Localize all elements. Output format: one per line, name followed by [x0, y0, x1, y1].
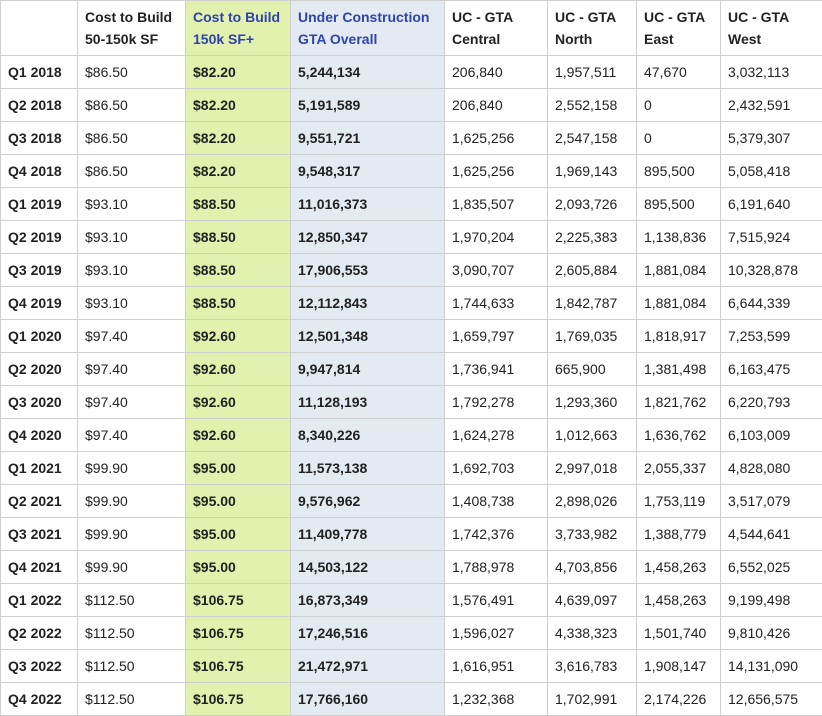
uc-east-cell: 895,500 — [637, 188, 721, 221]
under-construction-overall-cell: 8,340,226 — [291, 419, 445, 452]
uc-central-cell: 1,408,738 — [445, 485, 548, 518]
uc-central-cell: 1,625,256 — [445, 155, 548, 188]
uc-central-cell: 1,742,376 — [445, 518, 548, 551]
cost-150k-plus-cell: $92.60 — [186, 419, 291, 452]
quarter-label: Q3 2021 — [1, 518, 78, 551]
cost-50-150k-cell: $86.50 — [78, 155, 186, 188]
uc-north-cell: 1,842,787 — [548, 287, 637, 320]
uc-east-cell: 1,753,119 — [637, 485, 721, 518]
uc-west-cell: 4,828,080 — [721, 452, 822, 485]
under-construction-overall-cell: 11,128,193 — [291, 386, 445, 419]
header-uc-east — [637, 1, 721, 56]
uc-east-cell: 1,458,263 — [637, 584, 721, 617]
table-row — [1, 122, 822, 155]
cost-150k-plus-cell: $95.00 — [186, 452, 291, 485]
uc-central-cell: 1,744,633 — [445, 287, 548, 320]
uc-north-cell: 665,900 — [548, 353, 637, 386]
uc-east-cell: 895,500 — [637, 155, 721, 188]
under-construction-overall-cell: 17,246,516 — [291, 617, 445, 650]
uc-central-cell: 1,625,256 — [445, 122, 548, 155]
uc-north-cell: 2,605,884 — [548, 254, 637, 287]
uc-central-cell: 1,970,204 — [445, 221, 548, 254]
table-row — [1, 221, 822, 254]
table-row — [1, 551, 822, 584]
uc-west-cell: 3,032,113 — [721, 56, 822, 89]
under-construction-overall-cell: 12,501,348 — [291, 320, 445, 353]
cost-50-150k-cell: $93.10 — [78, 188, 186, 221]
uc-west-cell: 6,103,009 — [721, 419, 822, 452]
quarter-label: Q4 2022 — [1, 683, 78, 716]
uc-north-cell: 1,769,035 — [548, 320, 637, 353]
under-construction-overall-cell: 21,472,971 — [291, 650, 445, 683]
cost-150k-plus-cell: $82.20 — [186, 122, 291, 155]
header-cost-150k-plus — [186, 1, 291, 56]
quarter-label: Q4 2020 — [1, 419, 78, 452]
under-construction-overall-cell: 17,906,553 — [291, 254, 445, 287]
uc-east-cell: 2,055,337 — [637, 452, 721, 485]
cost-150k-plus-cell: $92.60 — [186, 320, 291, 353]
uc-central-cell: 1,659,797 — [445, 320, 548, 353]
header-under-construction-overall — [291, 1, 445, 56]
uc-east-cell: 1,388,779 — [637, 518, 721, 551]
uc-east-cell: 1,381,498 — [637, 353, 721, 386]
cost-50-150k-cell: $97.40 — [78, 320, 186, 353]
uc-east-cell: 1,138,836 — [637, 221, 721, 254]
table-row — [1, 584, 822, 617]
uc-north-cell: 2,898,026 — [548, 485, 637, 518]
quarter-label: Q1 2021 — [1, 452, 78, 485]
quarter-label: Q1 2020 — [1, 320, 78, 353]
header-blank — [1, 1, 78, 56]
uc-central-cell: 1,692,703 — [445, 452, 548, 485]
cost-50-150k-cell: $99.90 — [78, 551, 186, 584]
uc-central-cell: 1,616,951 — [445, 650, 548, 683]
under-construction-overall-cell: 14,503,122 — [291, 551, 445, 584]
uc-central-cell: 206,840 — [445, 89, 548, 122]
cost-50-150k-cell: $86.50 — [78, 122, 186, 155]
uc-north-cell: 3,616,783 — [548, 650, 637, 683]
uc-west-cell: 3,517,079 — [721, 485, 822, 518]
cost-150k-plus-cell: $95.00 — [186, 518, 291, 551]
cost-50-150k-cell: $99.90 — [78, 485, 186, 518]
quarter-label: Q2 2021 — [1, 485, 78, 518]
under-construction-overall-cell: 12,850,347 — [291, 221, 445, 254]
uc-east-cell: 1,881,084 — [637, 287, 721, 320]
table-row — [1, 353, 822, 386]
uc-central-cell: 3,090,707 — [445, 254, 548, 287]
uc-west-cell: 6,191,640 — [721, 188, 822, 221]
uc-central-cell: 1,624,278 — [445, 419, 548, 452]
uc-north-cell: 1,957,511 — [548, 56, 637, 89]
uc-north-cell: 2,547,158 — [548, 122, 637, 155]
cost-50-150k-cell: $86.50 — [78, 56, 186, 89]
uc-north-cell: 4,703,856 — [548, 551, 637, 584]
cost-50-150k-cell: $93.10 — [78, 287, 186, 320]
under-construction-overall-cell: 9,551,721 — [291, 122, 445, 155]
uc-east-cell: 1,818,917 — [637, 320, 721, 353]
uc-north-cell: 1,293,360 — [548, 386, 637, 419]
uc-north-cell: 1,012,663 — [548, 419, 637, 452]
under-construction-overall-cell: 11,409,778 — [291, 518, 445, 551]
table-row — [1, 155, 822, 188]
header-text: Under Construction — [298, 9, 430, 25]
cost-150k-plus-cell: $92.60 — [186, 386, 291, 419]
table-row — [1, 89, 822, 122]
header-text: West — [728, 31, 762, 47]
cost-150k-plus-cell: $88.50 — [186, 188, 291, 221]
uc-west-cell: 6,552,025 — [721, 551, 822, 584]
uc-east-cell: 0 — [637, 122, 721, 155]
header-row — [1, 1, 822, 56]
uc-north-cell: 4,639,097 — [548, 584, 637, 617]
quarter-label: Q1 2022 — [1, 584, 78, 617]
uc-east-cell: 47,670 — [637, 56, 721, 89]
uc-west-cell: 7,515,924 — [721, 221, 822, 254]
under-construction-overall-cell: 5,244,134 — [291, 56, 445, 89]
header-uc-north — [548, 1, 637, 56]
header-uc-central — [445, 1, 548, 56]
uc-west-cell: 14,131,090 — [721, 650, 822, 683]
header-text: Cost to Build — [85, 9, 173, 25]
header-text: UC - GTA — [452, 9, 514, 25]
under-construction-overall-cell: 9,947,814 — [291, 353, 445, 386]
quarter-label: Q4 2018 — [1, 155, 78, 188]
under-construction-overall-cell: 9,548,317 — [291, 155, 445, 188]
cost-50-150k-cell: $112.50 — [78, 650, 186, 683]
under-construction-overall-cell: 11,573,138 — [291, 452, 445, 485]
uc-west-cell: 5,058,418 — [721, 155, 822, 188]
table-row — [1, 452, 822, 485]
uc-west-cell: 6,163,475 — [721, 353, 822, 386]
header-uc-west — [721, 1, 822, 56]
quarter-label: Q2 2020 — [1, 353, 78, 386]
quarter-label: Q2 2022 — [1, 617, 78, 650]
table-row — [1, 287, 822, 320]
under-construction-overall-cell: 17,766,160 — [291, 683, 445, 716]
uc-east-cell: 0 — [637, 89, 721, 122]
uc-west-cell: 6,220,793 — [721, 386, 822, 419]
cost-150k-plus-cell: $88.50 — [186, 287, 291, 320]
cost-150k-plus-cell: $106.75 — [186, 617, 291, 650]
uc-north-cell: 2,997,018 — [548, 452, 637, 485]
cost-150k-plus-cell: $95.00 — [186, 485, 291, 518]
header-text: Central — [452, 31, 501, 47]
quarter-label: Q1 2018 — [1, 56, 78, 89]
uc-central-cell: 1,736,941 — [445, 353, 548, 386]
under-construction-overall-cell: 11,016,373 — [291, 188, 445, 221]
cost-50-150k-cell: $97.40 — [78, 353, 186, 386]
cost-50-150k-cell: $97.40 — [78, 419, 186, 452]
uc-north-cell: 4,338,323 — [548, 617, 637, 650]
uc-central-cell: 1,792,278 — [445, 386, 548, 419]
uc-west-cell: 9,199,498 — [721, 584, 822, 617]
cost-150k-plus-cell: $95.00 — [186, 551, 291, 584]
table-row — [1, 617, 822, 650]
cost-150k-plus-cell: $92.60 — [186, 353, 291, 386]
under-construction-overall-cell: 5,191,589 — [291, 89, 445, 122]
uc-west-cell: 2,432,591 — [721, 89, 822, 122]
header-text: UC - GTA — [644, 9, 706, 25]
cost-150k-plus-cell: $106.75 — [186, 683, 291, 716]
quarter-label: Q2 2019 — [1, 221, 78, 254]
uc-east-cell: 1,501,740 — [637, 617, 721, 650]
header-text: UC - GTA — [555, 9, 617, 25]
uc-east-cell: 1,908,147 — [637, 650, 721, 683]
table-row — [1, 254, 822, 287]
table-row — [1, 419, 822, 452]
uc-central-cell: 1,788,978 — [445, 551, 548, 584]
uc-north-cell: 2,093,726 — [548, 188, 637, 221]
table-row — [1, 386, 822, 419]
header-text: East — [644, 31, 674, 47]
quarter-label: Q3 2019 — [1, 254, 78, 287]
cost-50-150k-cell: $97.40 — [78, 386, 186, 419]
under-construction-overall-cell: 12,112,843 — [291, 287, 445, 320]
uc-north-cell: 3,733,982 — [548, 518, 637, 551]
cost-150k-plus-cell: $88.50 — [186, 254, 291, 287]
cost-50-150k-cell: $93.10 — [78, 221, 186, 254]
table-row — [1, 320, 822, 353]
table-row — [1, 518, 822, 551]
quarter-label: Q3 2018 — [1, 122, 78, 155]
cost-150k-plus-cell: $82.20 — [186, 56, 291, 89]
table-row — [1, 56, 822, 89]
uc-east-cell: 1,821,762 — [637, 386, 721, 419]
uc-west-cell: 4,544,641 — [721, 518, 822, 551]
uc-central-cell: 1,596,027 — [445, 617, 548, 650]
quarter-label: Q4 2019 — [1, 287, 78, 320]
cost-50-150k-cell: $86.50 — [78, 89, 186, 122]
uc-central-cell: 1,835,507 — [445, 188, 548, 221]
uc-west-cell: 12,656,575 — [721, 683, 822, 716]
header-text: UC - GTA — [728, 9, 790, 25]
quarter-label: Q3 2022 — [1, 650, 78, 683]
table-row — [1, 188, 822, 221]
table-row — [1, 650, 822, 683]
header-text: 150k SF+ — [193, 31, 255, 47]
header-text: GTA Overall — [298, 31, 378, 47]
header-text: Cost to Build — [193, 9, 281, 25]
cost-50-150k-cell: $99.90 — [78, 518, 186, 551]
uc-east-cell: 1,636,762 — [637, 419, 721, 452]
cost-50-150k-cell: $93.10 — [78, 254, 186, 287]
cost-50-150k-cell: $112.50 — [78, 617, 186, 650]
header-text: North — [555, 31, 593, 47]
uc-north-cell: 1,969,143 — [548, 155, 637, 188]
uc-west-cell: 5,379,307 — [721, 122, 822, 155]
uc-east-cell: 2,174,226 — [637, 683, 721, 716]
cost-150k-plus-cell: $88.50 — [186, 221, 291, 254]
quarter-label: Q4 2021 — [1, 551, 78, 584]
uc-west-cell: 6,644,339 — [721, 287, 822, 320]
cost-150k-plus-cell: $82.20 — [186, 155, 291, 188]
under-construction-overall-cell: 9,576,962 — [291, 485, 445, 518]
table-row — [1, 485, 822, 518]
cost-50-150k-cell: $112.50 — [78, 683, 186, 716]
uc-west-cell: 7,253,599 — [721, 320, 822, 353]
uc-north-cell: 2,225,383 — [548, 221, 637, 254]
header-text: 50-150k SF — [85, 31, 159, 47]
table-row — [1, 683, 822, 716]
uc-east-cell: 1,458,263 — [637, 551, 721, 584]
uc-central-cell: 1,576,491 — [445, 584, 548, 617]
cost-150k-plus-cell: $82.20 — [186, 89, 291, 122]
cost-150k-plus-cell: $106.75 — [186, 650, 291, 683]
header-cost-50-150k — [78, 1, 186, 56]
quarter-label: Q2 2018 — [1, 89, 78, 122]
quarter-label: Q1 2019 — [1, 188, 78, 221]
quarter-label: Q3 2020 — [1, 386, 78, 419]
uc-north-cell: 1,702,991 — [548, 683, 637, 716]
uc-north-cell: 2,552,158 — [548, 89, 637, 122]
uc-west-cell: 10,328,878 — [721, 254, 822, 287]
cost-50-150k-cell: $99.90 — [78, 452, 186, 485]
cost-50-150k-cell: $112.50 — [78, 584, 186, 617]
table-body — [1, 56, 822, 716]
uc-central-cell: 1,232,368 — [445, 683, 548, 716]
uc-east-cell: 1,881,084 — [637, 254, 721, 287]
uc-central-cell: 206,840 — [445, 56, 548, 89]
under-construction-overall-cell: 16,873,349 — [291, 584, 445, 617]
cost-150k-plus-cell: $106.75 — [186, 584, 291, 617]
uc-west-cell: 9,810,426 — [721, 617, 822, 650]
